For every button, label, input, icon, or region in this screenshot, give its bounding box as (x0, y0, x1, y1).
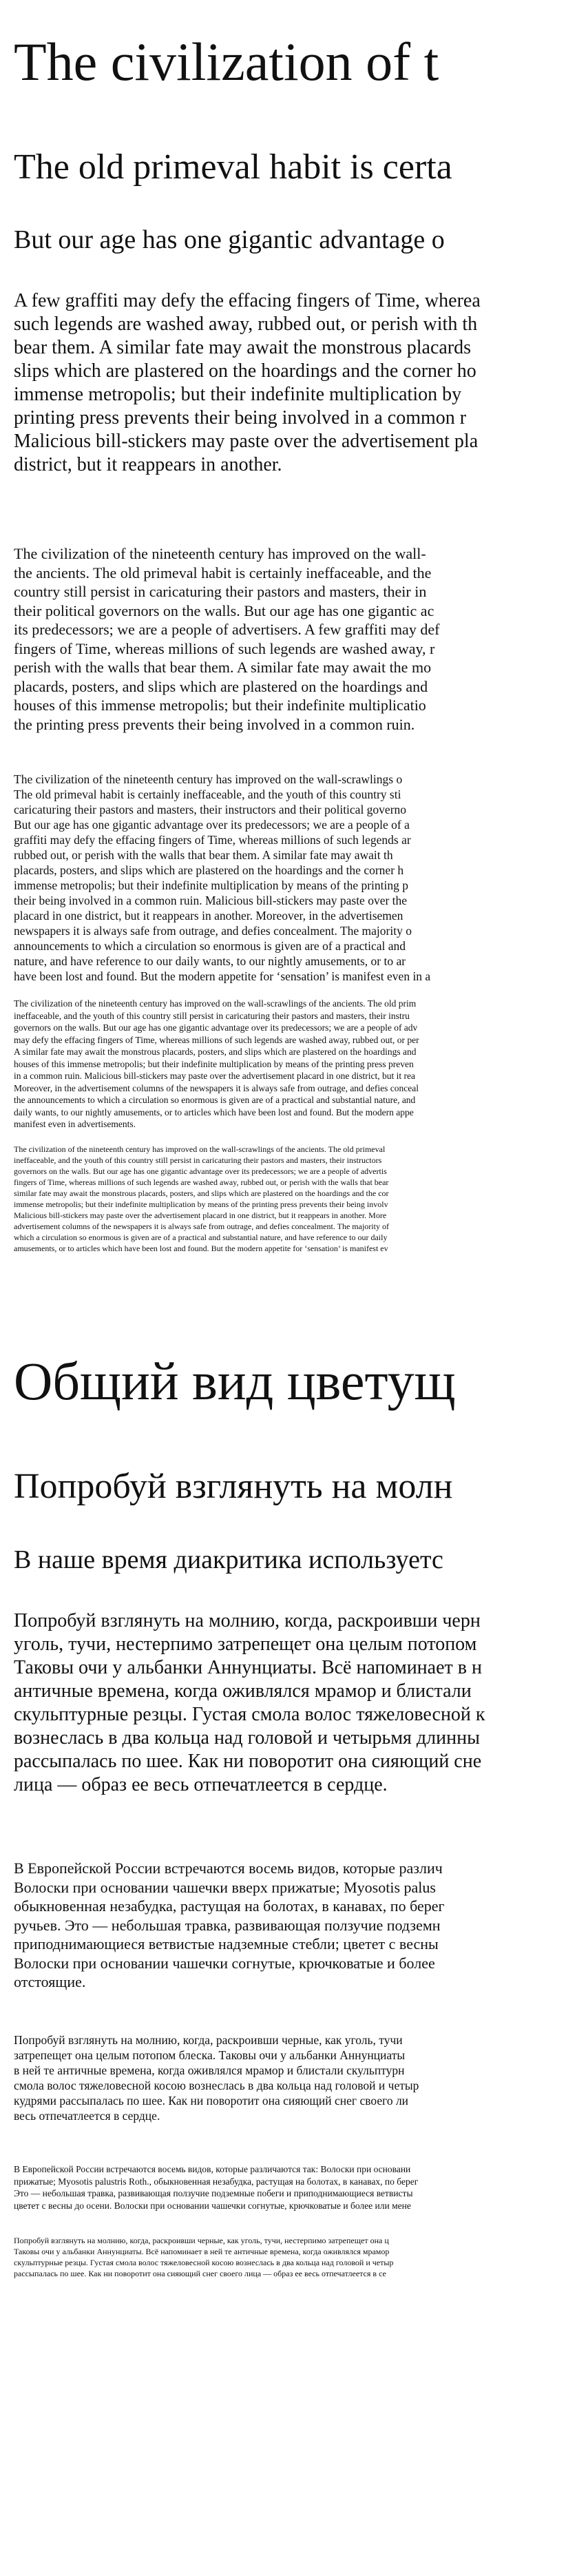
text-line: have been lost and found. But the modern appetite for ‘sensation’ is manifest even in a (14, 969, 431, 983)
text-line: прижатые; Myosotis palustris Roth., обыкновенная незабудка, растущая на болотах, в канавах, по берег (14, 2176, 419, 2187)
text-line: manifest even in advertisements. (14, 1119, 136, 1129)
text-line: The civilization of the nineteenth century has improved on the wall-scrawlings of the ancients. The old primeval (14, 1144, 386, 1154)
text-line: The old primeval habit is certainly ineffaceable, and the youth of this country sti (14, 787, 401, 801)
text-line: advertisement columns of the newspapers it is always safe from outrage, and defies concealment. The majority of (14, 1222, 389, 1231)
text-line: античные времена, когда оживлялся мрамор и блистали (14, 1680, 472, 1702)
cyrillic-paragraph-small (0, 2032, 577, 2123)
text-line: fingers of Time, whereas millions of such legends are washed away, r (14, 639, 435, 657)
text-line: приподнимающиеся ветвистые надземные стебли; цветет с весны (14, 1935, 439, 1952)
text-line: цветет с весны до осени. Волоски при основании чашечки согнутые, крючковатые и более или мене (14, 2200, 411, 2211)
text-line: district, but it reappears in another. (14, 454, 282, 475)
text-line: кудрями рассыпалась по шее. Как ни поворотит она сияющий снег своего ли (14, 2094, 409, 2108)
text-line: The civilization of the nineteenth century has improved on the wall-scrawlings of the ancients. The old prim (14, 998, 417, 1009)
latin-heading-1 (0, 28, 577, 100)
text-line: Попробуй взглянуть на молнию, когда, раскроивши черные, как уголь, тучи (14, 2033, 403, 2047)
text-line: in a common ruin. Malicious bill-stickers may paste over the advertisement placard in one district, but it rea (14, 1071, 415, 1081)
text-line: ручьев. Это — небольшая травка, развивающая ползучие подземн (14, 1916, 441, 1934)
text-line: ineffaceable, and the youth of this country still persist in caricaturing their pastors and masters, their instru (14, 1010, 410, 1021)
latin-paragraph-medium (0, 544, 577, 734)
text-line: The civilization of the nineteenth century has improved on the wall-scrawlings o (14, 772, 403, 786)
text-line: отстоящие. (14, 1973, 86, 1990)
text-line: скульптурные резцы. Густая смола волос тяжеловесной косою вознеслась в два кольца над головой и четыр (14, 2258, 394, 2267)
text-line: Malicious bill-stickers may paste over the advertisement pla (14, 431, 479, 452)
heading-text: The old primeval habit is certa (14, 147, 452, 187)
text-line: announcements to which a circulation so enormous is given are of a practical and (14, 939, 406, 953)
text-line: скульптурные резцы. Густая смола волос тяжеловесной к (14, 1704, 485, 1725)
text-line: graffiti may defy the effacing fingers of Time, whereas millions of such legends ar (14, 833, 411, 847)
text-line: houses of this immense metropolis; but their indefinite multiplication by means of the printing press preven (14, 1058, 414, 1069)
text-line: the announcements to which a circulation so enormous is given are of a practical and substantial nature, and (14, 1095, 416, 1105)
text-line: весь отпечатлеется в сердце. (14, 2109, 160, 2123)
latin-paragraph-large (0, 289, 577, 477)
heading-text: В наше время диакритика используетс (14, 1545, 443, 1574)
text-line: смола волос тяжеловесной косою вознеслась в два кольца над головой и четыр (14, 2079, 419, 2092)
text-line: similar fate may await the monstrous placards, posters, and slips which are plastered on the hoardings and the cor (14, 1188, 389, 1198)
text-line: Таковы очи у альбанки Аннунциаты. Всё напоминает в н (14, 1657, 482, 1678)
text-line: placards, posters, and slips which are plastered on the hoardings and (14, 677, 428, 695)
text-line: рассыпалась по шее. Как ни поворотит она сияющий сне (14, 1751, 482, 1772)
text-line: its predecessors; we are a people of advertisers. A few graffiti may def (14, 621, 440, 638)
text-line: immense metropolis; but their indefinite multiplication by means of the printing p (14, 878, 409, 892)
cyrillic-paragraph-large (0, 1609, 577, 1797)
text-line: immense metropolis; but their indefinite multiplication by means of the printing press prevents their being involv (14, 1199, 388, 1209)
text-line: their being involved in a common ruin. Malicious bill-stickers may paste over the (14, 894, 408, 907)
text-line: вознеслась в два кольца над головой и четырьмя длинны (14, 1727, 480, 1749)
text-line: A few graffiti may defy the effacing fingers of Time, wherea (14, 290, 481, 311)
text-line: The civilization of the nineteenth century has improved on the wall- (14, 545, 426, 562)
text-line: the printing press prevents their being involved in a common ruin. (14, 715, 415, 733)
text-line: В Европейской России встречаются восемь видов, которые различ (14, 1859, 443, 1877)
text-line: rubbed out, or perish with the walls that bear them. A similar fate may await th (14, 848, 393, 862)
latin-heading-3 (0, 222, 577, 260)
text-line: уголь, тучи, нестерпимо затрепещет она целым потопом (14, 1634, 477, 1655)
cyrillic-heading-1 (0, 1347, 577, 1419)
text-line: amusements, or to articles which have been lost and found. But the modern appetite for ‘sensation’ is manifest ev (14, 1244, 388, 1253)
text-line: placards, posters, and slips which are plastered on the hoardings and the corner h (14, 863, 404, 877)
text-line: printing press prevents their being involved in a common r (14, 407, 467, 429)
text-line: Таковы очи у альбанки Аннунциаты. Всё напоминает в ней те античные времена, когда оживлялся мрамор (14, 2247, 390, 2256)
latin-heading-2 (0, 145, 577, 193)
cyrillic-heading-2 (0, 1464, 577, 1512)
latin-paragraph-small (0, 772, 577, 984)
text-line: their political governors on the walls. But our age has one gigantic ac (14, 601, 434, 619)
text-line: Попробуй взглянуть на молнию, когда, раскроивши черные, как уголь, тучи, нестерпимо затрепещет она ц (14, 2236, 389, 2245)
text-line: But our age has one gigantic advantage over its predecessors; we are a people of a (14, 818, 410, 832)
text-line: country still persist in caricaturing their pastors and masters, their in (14, 583, 427, 600)
text-line: houses of this immense metropolis; but their indefinite multiplicatio (14, 697, 426, 714)
text-line: рассыпалась по шее. Как ни поворотит она сияющий снег своего лица — образ ее весь отпечатлеется в се (14, 2269, 386, 2278)
text-line: nature, and have reference to our daily wants, to our nightly amusements, or to ar (14, 954, 406, 968)
text-line: A similar fate may await the monstrous placards, posters, and slips which are plastered on the hoardings and (14, 1047, 417, 1057)
text-line: Попробуй взглянуть на молнию, когда, раскроивши черн (14, 1610, 481, 1631)
text-line: В Европейской России встречаются восемь видов, которые различаются так: Волоски при основани (14, 2164, 411, 2174)
text-line: which a circulation so enormous is given are of a practical and substantial nature, and have reference to our daily (14, 1233, 388, 1242)
text-line: Malicious bill-stickers may paste over the advertisement placard in one district, but it reappears in another. More (14, 1210, 387, 1220)
heading-text: Общий вид цветущ (14, 1351, 456, 1411)
text-line: newspapers it is always safe from outrage, and defies concealment. The majority o (14, 924, 412, 938)
text-line: governors on the walls. But our age has one gigantic advantage over its predecessors; we are a people of adv (14, 1022, 418, 1033)
text-line: perish with the walls that bear them. A similar fate may await the mo (14, 659, 432, 676)
text-line: в ней те античные времена, когда оживлялся мрамор и блистали скульптурн (14, 2063, 405, 2077)
text-line: ineffaceable, and the youth of this country still persist in caricaturing their pastors and masters, their instructors (14, 1155, 382, 1165)
text-line: Это — небольшая травка, развивающая ползучие подземные побеги и приподнимающиеся ветвисты (14, 2188, 413, 2198)
latin-paragraph-xsmall (0, 998, 577, 1131)
latin-paragraph-xxsmall (0, 1144, 577, 1254)
text-line: лица — образ ее весь отпечатлеется в сердце. (14, 1774, 388, 1795)
cyrillic-heading-3 (0, 1542, 577, 1580)
heading-text: Попробуй взглянуть на молн (14, 1467, 453, 1506)
heading-text: But our age has one gigantic advantage o (14, 225, 445, 254)
text-line: Волоски при основании чашечки вверх прижатые; Myosotis palus (14, 1878, 436, 1896)
cyrillic-paragraph-xxsmall (0, 2235, 577, 2279)
text-line: governors on the walls. But our age has one gigantic advantage over its predecessors; we are a people of advertis (14, 1166, 387, 1176)
text-line: затрепещет она целым потопом блеска. Таковы очи у альбанки Аннунциаты (14, 2048, 406, 2062)
text-line: may defy the effacing fingers of Time, whereas millions of such legends are washed away, rubbed out, or per (14, 1034, 419, 1045)
text-line: the ancients. The old primeval habit is certainly ineffaceable, and the (14, 564, 432, 581)
text-line: fingers of Time, whereas millions of such legends are washed away, rubbed out, or perish with the walls that bear (14, 1177, 389, 1187)
text-line: placard in one district, but it reappears in another. Moreover, in the advertisemen (14, 909, 403, 923)
text-line: Moreover, in the advertisement columns of the newspapers it is always safe from outrage, and defies conceal (14, 1082, 419, 1093)
text-line: slips which are plastered on the hoardings and the corner ho (14, 360, 476, 382)
cyrillic-paragraph-medium (0, 1859, 577, 1992)
text-line: bear them. A similar fate may await the monstrous placards (14, 337, 472, 358)
text-line: обыкновенная незабудка, растущая на болотах, в канавах, по берег (14, 1897, 445, 1915)
text-line: immense metropolis; but their indefinite multiplication by (14, 384, 462, 405)
cyrillic-paragraph-xsmall (0, 2163, 577, 2212)
text-line: Волоски при основании чашечки согнутые, крючковатые и более (14, 1954, 435, 1972)
text-line: daily wants, to our nightly amusements, or to articles which have been lost and found. But the modern appe (14, 1106, 414, 1117)
heading-text: The civilization of t (14, 32, 439, 92)
text-line: caricaturing their pastors and masters, their instructors and their political governo (14, 803, 407, 816)
text-line: such legends are washed away, rubbed out, or perish with th (14, 313, 478, 335)
